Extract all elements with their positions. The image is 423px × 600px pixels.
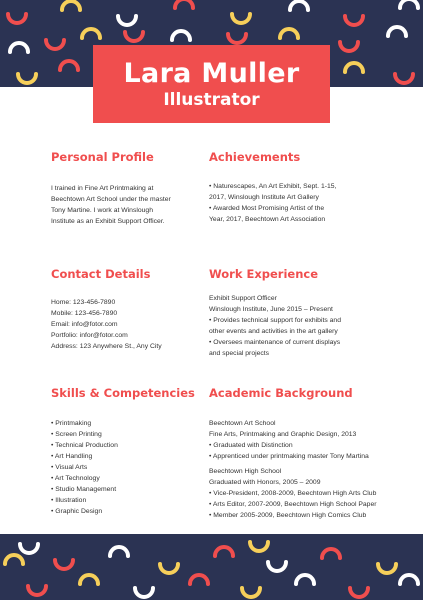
text-line: • Oversees maintenance of current displays [209,339,341,346]
section-heading: Personal Profile [51,150,154,164]
list-item: • Art Technology [51,475,100,482]
school-entry [209,418,409,462]
contact-address: Address: 123 Anywhere St., Any City [51,343,162,350]
person-title: Illustrator [163,90,260,110]
text-line: other events and activities in the art gallery [209,328,338,335]
person-name: Lara Muller [123,58,300,89]
list-item: • Art Handling [51,453,93,460]
text-line: Year, 2017, Beechtown Art Association [209,216,326,223]
text-line: • Vice-President, 2008-2009, Beechtown High Arts Club [209,490,377,497]
skills-section [51,386,201,517]
text-line: Beechtown Art School [209,420,276,427]
contact-mobile: Mobile: 123-456-7890 [51,310,118,317]
list-item: • Illustration [51,497,87,504]
arc-pattern-bottom [0,534,423,600]
contact-email: Email: info@fotor.com [51,321,118,328]
text-line: • Provides technical support for exhibits and [209,317,341,324]
text-line: • Awarded Most Promising Artist of the [209,205,325,212]
bottom-decorative-band [0,534,423,600]
text-line: and special projects [209,350,270,357]
text-line: Beechtown High School [209,468,282,475]
section-body [51,418,201,517]
text-line: Graduated with Honors, 2005 – 2009 [209,479,321,486]
text-line: Tony Martine. I work at Winslough [51,207,153,214]
text-line: Fine Arts, Printmaking and Graphic Design, 2013 [209,431,357,438]
text-line: Institute as an Exhibit Support Officer. [51,218,165,225]
section-body [209,181,399,225]
text-line: Beechtown Art School under the master [51,196,171,203]
list-item: • Studio Management [51,486,117,493]
personal-profile-section [51,150,201,227]
section-heading: Work Experience [209,267,319,281]
work-experience-section [209,267,399,359]
list-item: • Graphic Design [51,508,103,515]
section-heading: Achievements [209,150,301,164]
achievements-section [209,150,399,225]
contact-portfolio: Portfolio: infor@fotor.com [51,332,128,339]
section-body [209,418,409,521]
contact-details-section [51,267,201,352]
school-entry [209,466,409,521]
list-item: • Printmaking [51,420,92,427]
text-line: 2017, Winslough Institute Art Gallery [209,194,319,201]
text-line: I trained in Fine Art Printmaking at [51,185,154,192]
contact-home: Home: 123-456-7890 [51,299,116,306]
section-heading: Academic Background [209,386,353,400]
section-heading: Contact Details [51,267,151,281]
academic-background-section [209,386,409,521]
list-item: • Screen Printing [51,431,102,438]
list-item: • Visual Arts [51,464,88,471]
section-heading: Skills & Competencies [51,386,195,400]
text-line: • Graduated with Distinction [209,442,293,449]
section-body [51,297,201,352]
text-line: Exhibit Support Officer [209,295,277,302]
section-body [209,293,399,359]
text-line: Winslough Institute, June 2015 – Present [209,306,333,313]
text-line: • Naturescapes, An Art Exhibit, Sept. 1-15, [209,183,337,190]
text-line: • Member 2005-2009, Beechtown High Comics Club [209,512,367,519]
list-item: • Technical Production [51,442,118,449]
text-line: • Apprenticed under printmaking master Tony Martina [209,453,369,460]
text-line: • Arts Editor, 2007-2009, Beechtown High School Paper [209,501,377,508]
section-body [51,183,201,227]
name-banner [93,45,330,123]
